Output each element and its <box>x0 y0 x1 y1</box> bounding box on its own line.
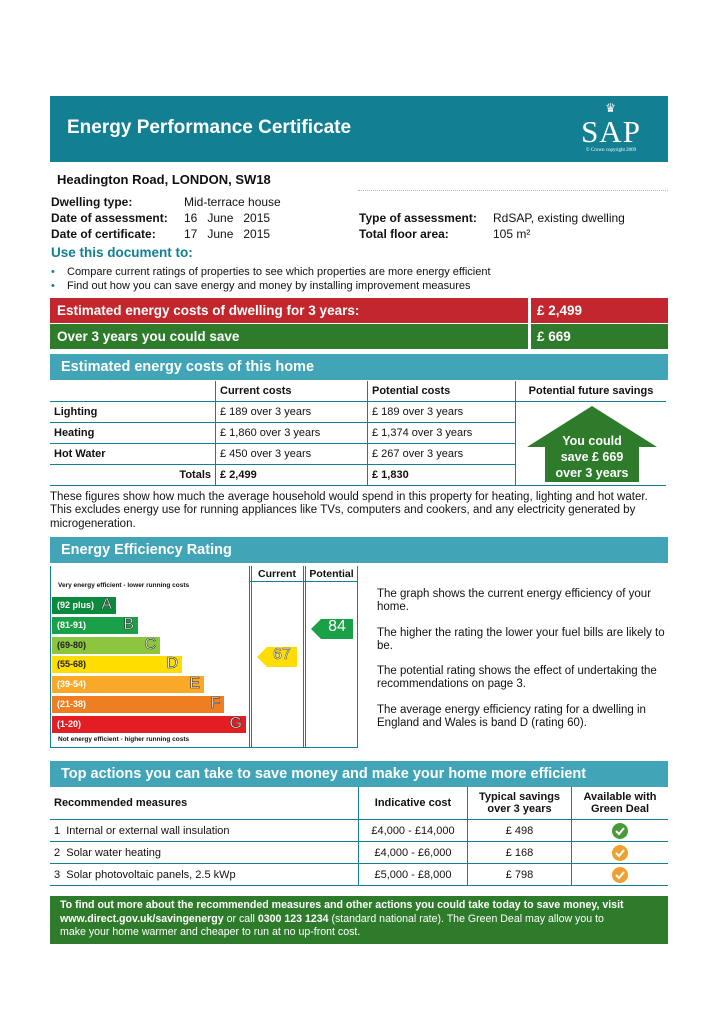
eer-section-heading: Energy Efficiency Rating <box>50 537 668 563</box>
column-header: Potential costs <box>368 381 516 402</box>
use-document-heading: Use this document to: <box>51 245 193 260</box>
crown-icon: ♛ <box>605 101 617 115</box>
list-item: • Find out how you can save energy and money by installing improvement measures <box>51 280 471 292</box>
eer-band-letter: D <box>166 655 178 673</box>
property-address: Headington Road, LONDON, SW18 <box>57 172 271 187</box>
assessment-type-value: RdSAP, existing dwelling <box>493 211 625 225</box>
website-link[interactable]: www.direct.gov.uk/savingenergy <box>60 912 224 925</box>
divider <box>358 190 668 191</box>
check-icon <box>612 867 628 883</box>
eer-band-range: (69-80) <box>57 639 87 650</box>
bullet-icon: • <box>51 266 55 278</box>
eer-band-range: (92 plus) <box>57 600 95 610</box>
savings-arrow: You could save £ 669 over 3 years <box>527 406 657 482</box>
sap-logo <box>570 102 652 153</box>
eer-band-range: (81-91) <box>57 619 87 630</box>
eer-band-letter: G <box>229 714 242 732</box>
check-icon <box>612 823 628 839</box>
eer-top-note: Very energy efficient - lower running costs <box>58 582 190 589</box>
list-item: • Compare current ratings of properties to see which properties are more energy efficient <box>51 266 491 278</box>
costs-section-heading: Estimated energy costs of this home <box>50 354 668 380</box>
dwelling-type-label: Dwelling type: <box>51 195 133 209</box>
eer-band-b <box>52 617 138 634</box>
current-rating-value: 67 <box>273 646 291 663</box>
floor-area-value: 105 m² <box>493 227 531 241</box>
eer-band-range: (39-54) <box>57 679 87 690</box>
table-row: 2 Solar water heating £4,000 - £6,000 £ 168 <box>50 842 668 864</box>
eer-band-letter: B <box>123 615 134 633</box>
eer-band-range: (55-68) <box>57 659 87 670</box>
column-header: Potential future savings <box>516 381 667 402</box>
use-document-list <box>51 265 491 293</box>
check-icon <box>612 845 628 861</box>
table-row: 1 Internal or external wall insulation £4,000 - £14,000 £ 498 <box>50 820 668 842</box>
bullet-icon: • <box>51 280 55 292</box>
potential-rating-value: 84 <box>328 618 346 635</box>
costs-note: These figures show how much the average household would spend in this property for heating, lighting and hot water. This excludes energy use for running appliances like TVs, computers and cookers, and any electricity generated by microgeneration. <box>50 491 648 530</box>
eer-band-c <box>52 637 160 654</box>
assessment-date-label: Date of assessment: <box>51 211 168 225</box>
estimated-cost-label: Estimated energy costs of dwelling for 3 years: <box>50 298 528 323</box>
actions-section-heading: Top actions you can take to save money and make your home more efficient <box>50 761 668 787</box>
crown-copyright: © Crown copyright 2009 <box>585 148 637 153</box>
savings-bar <box>50 324 668 349</box>
table-row: 3 Solar photovoltaic panels, 2.5 kWp £5,000 - £8,000 £ 798 <box>50 864 668 886</box>
savings-label: Over 3 years you could save <box>50 324 528 349</box>
certificate-date-label: Date of certificate: <box>51 227 156 241</box>
table-header-row: Recommended measures Indicative cost Typical savings over 3 years Available with Green Deal <box>50 787 668 820</box>
eer-paragraph: The graph shows the current energy efficiency of your home. <box>377 588 652 614</box>
certificate-header <box>50 96 668 162</box>
sap-logo-text: SAP <box>581 114 641 149</box>
eer-paragraph: The potential rating shows the effect of undertaking the recommendations on page 3. <box>377 665 657 691</box>
estimated-cost-bar <box>50 298 668 323</box>
details-left <box>51 194 281 242</box>
eer-band-letter: E <box>189 675 200 693</box>
eer-bottom-note: Not energy efficient - higher running costs <box>58 736 190 743</box>
table-row: Hot Water £ 450 over 3 years £ 267 over 3 years <box>50 444 666 465</box>
potential-column-header: Potential <box>309 568 354 580</box>
details-right <box>359 210 625 242</box>
eer-band-g <box>52 716 246 733</box>
eer-band-range: (21-38) <box>57 699 87 709</box>
savings-value: £ 669 <box>531 324 668 349</box>
certificate-date-value: 17 June 2015 <box>184 227 271 241</box>
floor-area-label: Total floor area: <box>359 227 449 241</box>
totals-row: Totals £ 2,499 £ 1,830 <box>50 465 666 486</box>
green-deal-footer: To find out more about the recommended measures and other actions you could take today to save money, visit www.direct.gov.uk/savingenergy or call 0300 123 1234 (standard national rate). The Green Deal may allow you to make your home warmer and cheaper to run at no up-front cost. <box>50 896 668 944</box>
current-column-header: Current <box>258 568 296 580</box>
dwelling-type-value: Mid-terrace house <box>184 195 281 209</box>
eer-band-letter: C <box>144 635 156 653</box>
eer-paragraph: The higher the rating the lower your fuel bills are likely to be. <box>377 627 665 653</box>
eer-band-d <box>52 656 182 673</box>
table-row: Heating £ 1,860 over 3 years £ 1,374 over 3 years <box>50 423 666 444</box>
actions-table <box>50 787 668 886</box>
eer-band-letter: A <box>101 596 112 613</box>
eer-band-e <box>52 676 204 693</box>
phone-number[interactable]: 0300 123 1234 <box>257 912 329 925</box>
table-header-row <box>50 381 666 402</box>
estimated-cost-value: £ 2,499 <box>531 298 668 323</box>
page-title: Energy Performance Certificate <box>67 117 352 138</box>
assessment-type-label: Type of assessment: <box>359 211 477 225</box>
table-row: Lighting £ 189 over 3 years £ 189 over 3 years <box>50 402 666 423</box>
column-header: Current costs <box>216 381 368 402</box>
eer-paragraph: The average energy efficiency rating for a dwelling in England and Wales is band D (rating 60). <box>377 704 646 730</box>
eer-band-range: (1-20) <box>57 718 82 729</box>
assessment-date-value: 16 June 2015 <box>184 211 271 225</box>
eer-band-a <box>52 597 116 614</box>
eer-band-f <box>52 696 224 713</box>
eer-band-letter: F <box>210 695 220 712</box>
